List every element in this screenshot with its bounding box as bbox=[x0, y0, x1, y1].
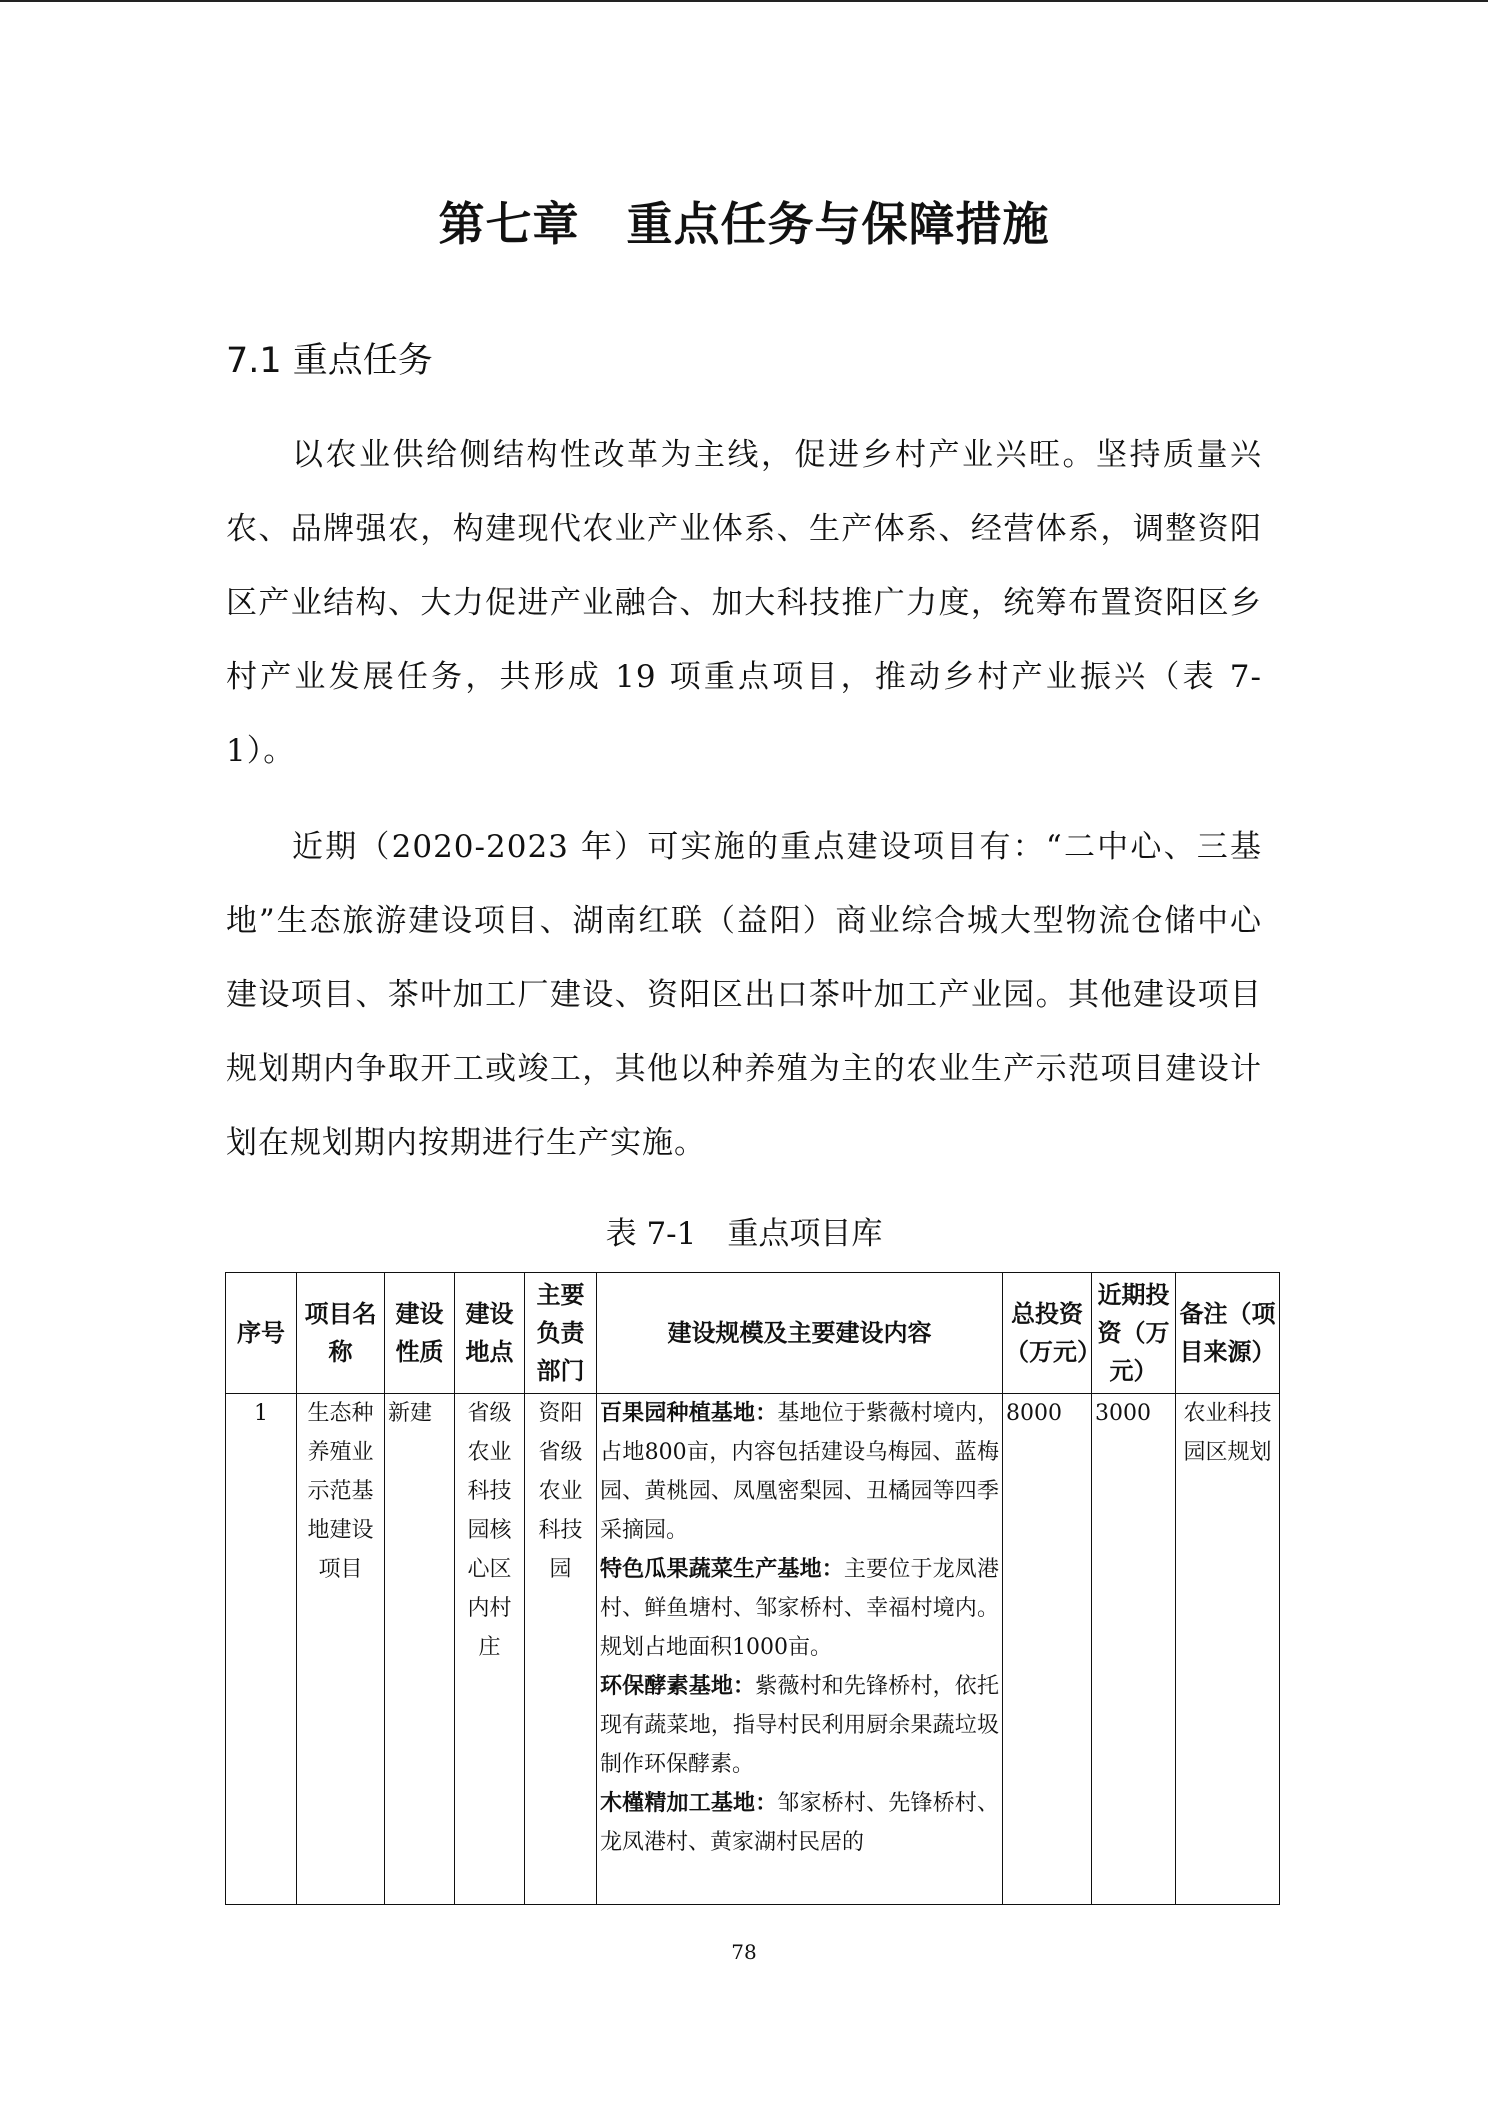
content-segment-text: 邹家桥村、先锋桥村、龙凤港村、黄家湖村民居的 bbox=[600, 1791, 999, 1855]
cell-location: 省级农业科技园核心区内村庄 bbox=[455, 1394, 525, 1905]
content-segment-text: 主要位于龙凤港村、鲜鱼塘村、邹家桥村、幸福村境内。规划占地面积1000亩。 bbox=[600, 1557, 999, 1660]
content-segment-title: 环保酵素基地： bbox=[600, 1674, 756, 1699]
chapter-title: 第七章 重点任务与保障措施 bbox=[438, 197, 1050, 251]
paragraph-1: 以农业供给侧结构性改革为主线，促进乡村产业兴旺。坚持质量兴农、品牌强农，构建现代农业产业体系、生产体系、经营体系，调整资阳区产业结构、大力促进产业融合、加大科技推广力度，统筹布置资阳区乡村产业发展任务，共形成 19 项重点项目，推动乡村产业振兴（表 7-1）。 bbox=[226, 437, 1262, 769]
cell-total-investment: 8000 bbox=[1003, 1394, 1092, 1905]
top-border-line bbox=[0, 0, 1488, 2]
cell-seq: 1 bbox=[226, 1394, 297, 1905]
header-total-investment: 总投资（万元） bbox=[1003, 1273, 1092, 1394]
content-segment-title: 木槿精加工基地： bbox=[600, 1791, 778, 1816]
content-segment bbox=[600, 1550, 999, 1667]
cell-name: 生态种养殖业示范基地建设项目 bbox=[297, 1394, 385, 1905]
content-segment bbox=[600, 1784, 999, 1862]
header-department: 主要负责部门 bbox=[525, 1273, 597, 1394]
header-near-term-investment: 近期投资（万元） bbox=[1092, 1273, 1176, 1394]
page-number: 78 bbox=[731, 1940, 757, 1964]
content-segment-text: 紫薇村和先锋桥村，依托现有蔬菜地，指导村民利用厨余果蔬垃圾制作环保酵素。 bbox=[600, 1674, 999, 1777]
header-seq: 序号 bbox=[226, 1273, 297, 1394]
header-location: 建设地点 bbox=[455, 1273, 525, 1394]
header-remarks: 备注（项目来源） bbox=[1176, 1273, 1280, 1394]
paragraph-2: 近期（2020-2023 年）可实施的重点建设项目有：“二中心、三基地”生态旅游建设项目、湖南红联（益阳）商业综合城大型物流仓储中心建设项目、茶叶加工厂建设、资阳区出口茶叶加工产业园。其他建设项目规划期内争取开工或竣工，其他以种养殖为主的农业生产示范项目建设计划在规划期内按期进行生产实施。 bbox=[226, 829, 1262, 1161]
content-segment bbox=[600, 1667, 999, 1784]
header-nature: 建设性质 bbox=[385, 1273, 455, 1394]
content-segment-title: 百果园种植基地： bbox=[600, 1401, 778, 1426]
cell-near-term-investment: 3000 bbox=[1092, 1394, 1176, 1905]
content-segment bbox=[600, 1394, 999, 1550]
cell-department: 资阳省级农业科技园 bbox=[525, 1394, 597, 1905]
content-segment-text: 基地位于紫薇村境内，占地800亩，内容包括建设乌梅园、蓝梅园、黄桃园、凤凰密梨园、丑橘园等四季采摘园。 bbox=[600, 1401, 999, 1543]
table-row bbox=[226, 1394, 1280, 1905]
table-header-row bbox=[226, 1273, 1280, 1394]
content-segment-title: 特色瓜果蔬菜生产基地： bbox=[600, 1557, 844, 1582]
section-heading: 7.1 重点任务 bbox=[226, 341, 433, 381]
cell-nature: 新建 bbox=[385, 1394, 455, 1905]
cell-content bbox=[597, 1394, 1003, 1905]
key-project-table bbox=[225, 1272, 1280, 1905]
table-caption: 表 7-1 重点项目库 bbox=[605, 1216, 883, 1252]
header-content: 建设规模及主要建设内容 bbox=[597, 1273, 1003, 1394]
header-name: 项目名称 bbox=[297, 1273, 385, 1394]
cell-remarks: 农业科技园区规划 bbox=[1176, 1394, 1280, 1905]
